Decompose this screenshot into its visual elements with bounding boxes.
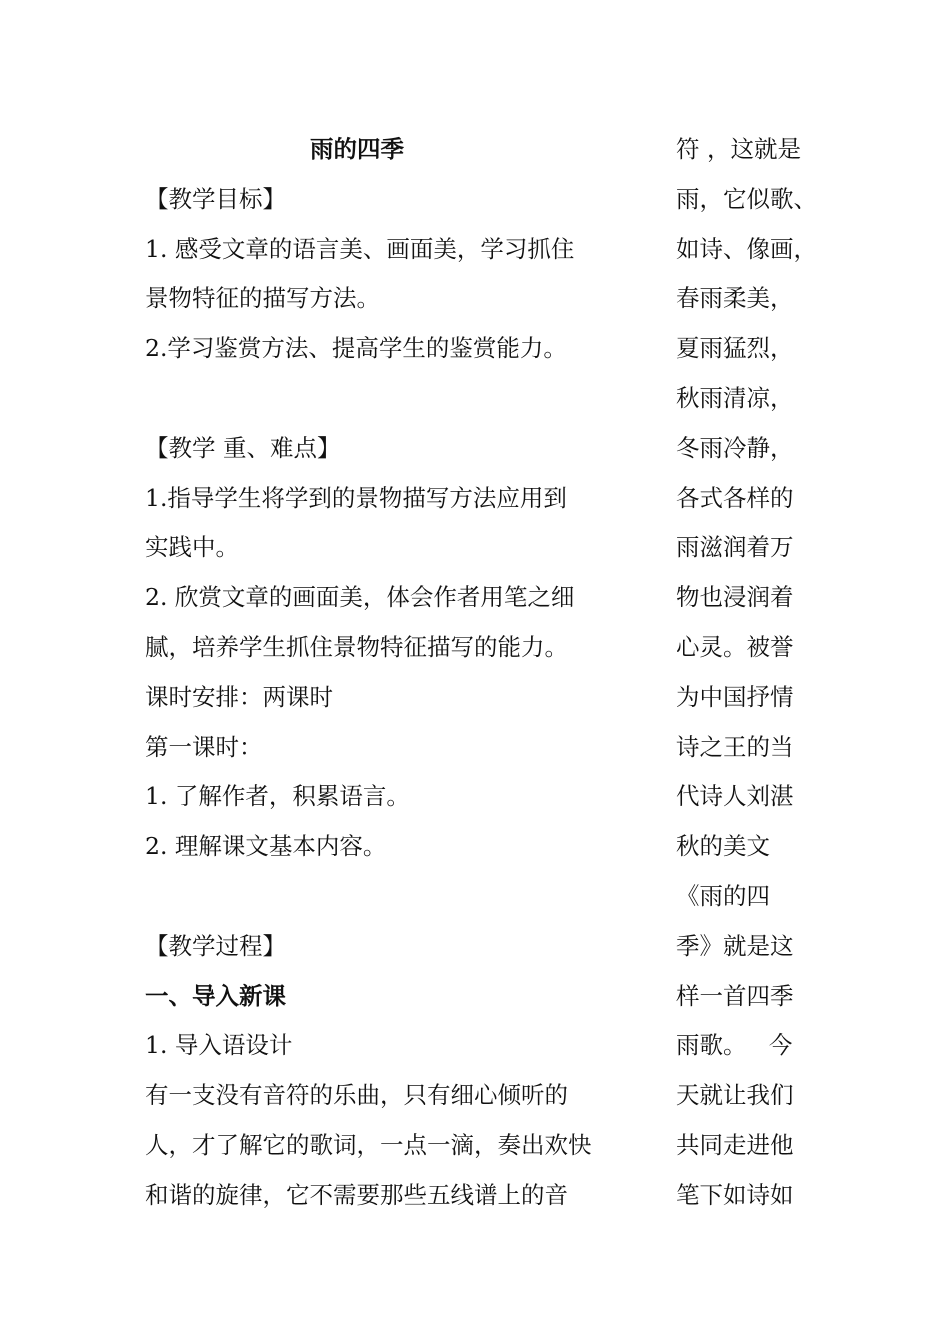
text-line: 冬雨冷静，	[676, 433, 794, 462]
text-line: 春雨柔美，	[676, 284, 794, 313]
text-line: 景物特征的描写方法。	[145, 284, 380, 313]
text-line: 人，才了解它的歌词，一点一滴，奏出欢快	[145, 1130, 592, 1159]
text-line: 天就让我们	[676, 1081, 794, 1110]
text-line: 2. 理解课文基本内容。	[145, 832, 387, 861]
text-line: 如诗、像画，	[676, 234, 817, 263]
text-line: 和谐的旋律，它不需要那些五线谱上的音	[145, 1180, 568, 1209]
left-column	[145, 125, 620, 1221]
blank-line	[145, 872, 620, 922]
section-heading-process: 【教学过程】	[145, 931, 286, 960]
text-line: 第一课时：	[145, 732, 263, 761]
text-line: 各式各样的	[676, 483, 794, 512]
section-heading-key-points: 【教学 重、难点】	[145, 433, 341, 462]
text-line: 腻，培养学生抓住景物特征描写的能力。	[145, 632, 568, 661]
text-line: 雨滋润着万	[676, 533, 794, 562]
text-line: 雨，它似歌、	[676, 184, 817, 213]
text-line: 笔下如诗如	[676, 1180, 794, 1209]
text-line: 有一支没有音符的乐曲，只有细心倾听的	[145, 1081, 568, 1110]
page-title: 雨的四季	[310, 135, 404, 163]
text-line: 1. 了解作者，积累语言。	[145, 782, 410, 811]
text-line: 代诗人刘湛	[676, 782, 794, 811]
section-heading-goals: 【教学目标】	[145, 184, 286, 213]
text-line: 符 ，这就是	[676, 135, 801, 163]
text-line: 秋雨清凉，	[676, 383, 794, 412]
blank-line	[145, 374, 620, 424]
text-line: 夏雨猛烈，	[676, 334, 794, 363]
text-line: 雨歌。 今	[676, 1031, 793, 1060]
text-line: 季》就是这	[676, 931, 794, 960]
text-line: 2. 欣赏文章的画面美，体会作者用笔之细	[145, 583, 575, 612]
text-line: 《雨的四	[676, 881, 770, 910]
text-line: 为中国抒情	[676, 682, 794, 711]
text-line: 样一首四季	[676, 981, 794, 1010]
text-line: 1.指导学生将学到的景物描写方法应用到	[145, 483, 567, 512]
text-line: 课时安排：两课时	[145, 682, 333, 711]
subsection-heading-intro: 一、导入新课	[145, 981, 286, 1010]
text-line: 1. 感受文章的语言美、画面美，学习抓住	[145, 234, 575, 263]
text-line: 1. 导入语设计	[145, 1031, 293, 1060]
text-line: 诗之王的当	[676, 732, 794, 761]
text-line: 心灵。被誉	[676, 632, 794, 661]
text-line: 秋的美文	[676, 832, 770, 861]
right-column	[676, 125, 826, 1221]
text-line: 2.学习鉴赏方法、提高学生的鉴赏能力。	[145, 334, 567, 363]
text-line: 物也浸润着	[676, 583, 794, 612]
text-line: 实践中。	[145, 533, 239, 562]
text-line: 共同走进他	[676, 1130, 794, 1159]
